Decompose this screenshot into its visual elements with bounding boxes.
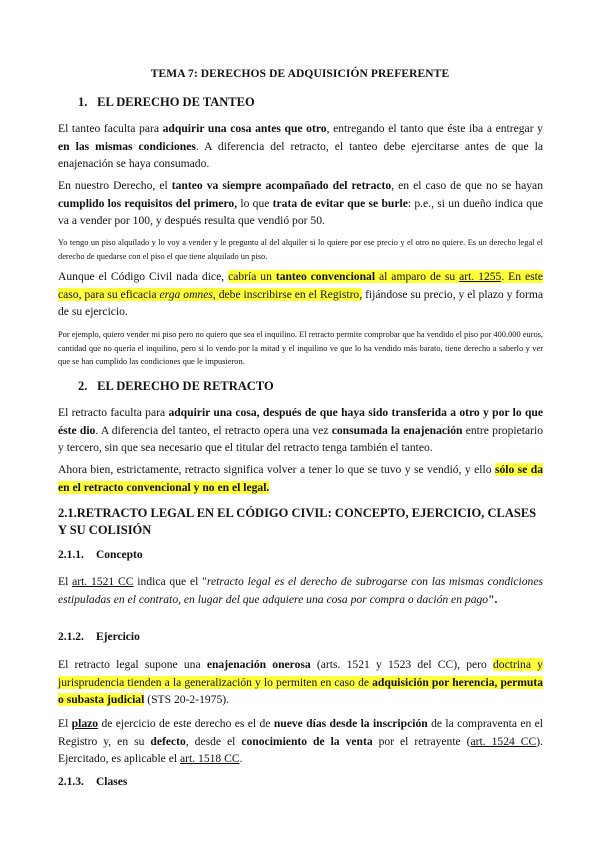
text-run: fijándose su precio, y el plazo y forma de su ejercicio. [58,287,544,318]
section-heading-tanteo [78,95,255,110]
article-link[interactable]: art. 1524 CC [470,734,537,748]
text-run: El [58,717,72,730]
text-run: indica que el " [133,575,207,588]
text-run: El tanteo faculta para [58,122,163,135]
text-run: El retracto faculta para [58,406,169,419]
text-run: lo que [237,196,273,210]
text-run: . A diferencia del tanteo, el retracto opera una vez [95,423,332,437]
article-link[interactable]: art. 1518 CC [180,752,240,765]
italic-text: erga omnes [159,287,213,301]
paragraph-concepto [58,573,543,608]
document-title: TEMA 7: DERECHOS DE ADQUISICIÓN PREFERENTE [150,68,450,80]
text-run: por el retrayente ( [372,734,471,748]
highlighted-text: cabría un [228,270,276,283]
bold-text: conocimiento de la venta [241,734,373,748]
bold-text: nueve días desde la inscripción [273,717,428,730]
article-link[interactable]: art. 1255 [459,270,502,283]
section-label: EL DERECHO DE RETRACTO [97,379,274,393]
italic-quote: retracto legal es el derecho de subrogarse con las mismas condiciones estipuladas en el contrato, en lugar del que adquiere una cosa por compra o dación en pago [58,575,544,606]
text-run: de la compraventa en el Registro y, en su [58,717,544,748]
subsection-heading-ejercicio [58,631,140,643]
bold-text: defecto [150,734,186,748]
text-run: Aunque el Código Civil nada dice, [58,270,229,283]
bold-text: tanteo va siempre acompañado del retracto [171,179,392,192]
text-run: En nuestro Derecho, el [58,179,172,192]
text-run: : p.e., si un dueño indica que va a vender por 100, y después resulta que vendió por 50. [58,196,544,227]
paragraph-ejercicio-plazo [58,715,543,768]
section-number: 2.1.3. [58,776,84,788]
paragraph-tanteo-retracto [58,177,543,230]
paragraph-tanteo-definition [58,120,543,173]
article-link[interactable]: art. 1521 CC [72,575,134,588]
text-run: ). Ejercitado, es aplicable el [58,734,544,765]
section-label: Ejercicio [96,631,140,643]
section-label: Clases [96,776,128,788]
text-run: El retracto legal supone una [58,658,207,671]
bold-text: adquirir una cosa antes que otro [162,122,327,135]
subsection-heading-retracto-legal: 2.1.RETRACTO LEGAL EN EL CÓDIGO CIVIL: CONCEPTO, EJERCICIO, CLASES Y SU COLISIÓN [58,506,537,537]
text-run: El [58,575,73,588]
bold-text: en las mismas condiciones [58,139,196,153]
bold-text: cumplido los requisitos del primero, [58,196,238,210]
section-label: EL DERECHO DE TANTEO [97,95,255,109]
text-run: . [239,752,243,765]
text-run: , entregando el tanto que éste iba a entregar y [326,122,543,135]
highlighted-text: doctrina y jurisprudencia tienden a la generalización y lo permiten en caso de [58,658,543,689]
section-number: 2.1.1. [58,549,84,561]
paragraph-tanteo-convencional [58,268,543,321]
text-run: Ahora bien, estrictamente, retracto significa volver a tener lo que se tuvo y se vendió, y ello [58,463,495,476]
section-heading-retracto [78,379,274,394]
bold-text: adquirir una cosa, después de que haya sido transferida a otro y por lo que éste dio [58,406,543,437]
bold-text: consumada la enajenación [331,423,463,437]
text-run: (arts. 1521 y 1523 del CC), pero [310,658,493,671]
paragraph-retracto-estricto [58,461,543,496]
handwritten-note-1: Yo tengo un piso alquilado y lo voy a vender y le pregunto al del alquiler si lo quiere por ese precio y el otro no quiere. Es un derecho legal el derecho de quedarse con el piso el que tiene alquilado un piso. [58,238,543,261]
text-run: de ejercicio de este derecho es el de [98,717,274,730]
subsection-heading-concepto [58,549,143,561]
bold-text: plazo [71,717,99,730]
text-run: ". [488,592,498,606]
highlighted-text: , debe inscribirse en el Registro, [212,287,363,301]
highlighted-bold-text: adquisición por herencia, permuta o subasta judicial [58,675,543,706]
section-number: 1. [78,95,88,109]
subsection-heading-clases [58,776,127,788]
handwritten-note-2: Por ejemplo, quiero vender mi piso pero no quiero que sea el inquilino. El retracto permite comprobar que ha vendido el piso por 400.000 euros, cantidad que no quería el inquilino, pero si lo vendo por la mitad y el inquilino ve que lo ha vendido más barato, tiene derecho a saberlo y ver que se han cumplido las condiciones que le impusieron. [58,330,543,366]
text-run: , en el caso de que no se hayan [391,179,543,192]
bold-text: enajenación onerosa [206,658,311,671]
bold-text: trata de evitar que se burle [272,196,408,210]
highlighted-bold-text: tanteo convencional [275,270,376,283]
section-number: 2.1.2. [58,631,84,643]
text-run: . A diferencia del retracto, el tanteo debe ejercitarse antes de que la enajenación se haya consumado. [58,139,543,170]
highlighted-bold-text: sólo se da en el retracto convencional y no en el legal. [58,463,543,494]
highlighted-text: . En este caso, para su eficacia [58,270,543,301]
section-number: 2. [78,379,88,393]
text-run: (STS 20-2-1975). [144,693,230,706]
text-run: entre propietario y tercero, sin que sea necesario que el titular del retracto tenga también el tanteo. [58,423,543,454]
text-run: , desde el [185,734,242,748]
paragraph-ejercicio-1 [58,656,543,709]
highlighted-text: al amparo de su [375,270,460,283]
paragraph-retracto-definition [58,404,543,457]
section-label: Concepto [96,549,143,561]
